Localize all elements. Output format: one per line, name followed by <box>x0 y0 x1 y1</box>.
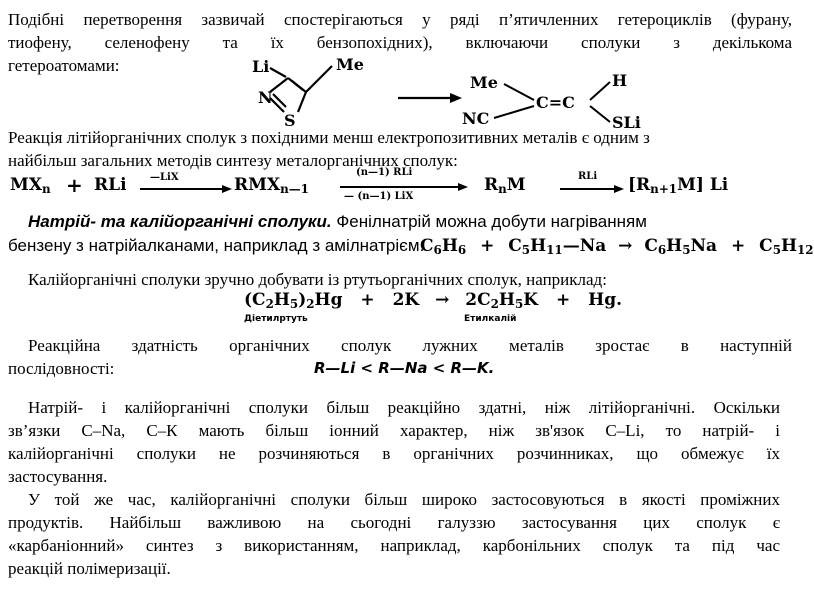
usage-line-2: продуктів. Найбільш важливою на сьогодні галуззю застосування цих сполук є <box>8 513 780 532</box>
metal-exchange-line-1: Реакція літійорганічних сполук з похідними менш електропозитивних металів є одним з <box>8 128 650 147</box>
arrow1-label: —LiX <box>150 172 179 183</box>
rli: RLi <box>94 175 127 195</box>
rnm: $R_nM$ <box>484 175 526 196</box>
plus-sign: + <box>66 173 83 197</box>
usage-line-3: «карбаніонний» синтез з використанням, наприклад, карбонільних сполук та під час <box>8 536 780 555</box>
diethylmercury-label: Діетилртуть <box>244 314 308 324</box>
arrow3 <box>560 184 624 194</box>
arrow2-bottom: — (n—1) LiX <box>344 191 414 202</box>
potassium-equation: $(C_2H_5)_2Hg + 2K \to 2C_2H_5K + Hg$. <box>244 290 623 311</box>
potassium-line: Калійорганічні сполуки зручно добувати із ртутьорганічних сполук, наприклад: <box>28 270 607 289</box>
rmxn-1: $RMX_{n—1}$ <box>234 175 309 196</box>
s-atom: S <box>284 111 296 130</box>
sodium-equation: $C_6H_6$ + $C_5H_{11}—Na \to C_6H_5Na + C_5H_{12}$ <box>420 236 814 257</box>
comparison-line-2: зв’язки С–Na, С–К мають більш іонний характер, ніж зв'язок C–Li, то натрій- і <box>8 421 780 440</box>
sodium-line-1 <box>28 210 647 233</box>
reactivity-line-2: послідовності: <box>8 359 115 378</box>
reaction-arrow <box>398 93 462 103</box>
mxn: $MX_n$ <box>10 175 51 196</box>
thiazole-ring <box>270 66 332 112</box>
arrow3-label: RLi <box>578 171 598 182</box>
sodium-line-2: бензену з натрійалканами, наприклад з амілнатрієм: <box>8 236 425 255</box>
sodium-heading: Натрій- та калійорганічні сполуки. <box>28 212 332 231</box>
comparison-line-4: застосування. <box>8 467 108 486</box>
product-core: C=C <box>536 93 575 112</box>
reactivity-line-1: Реакційна здатність органічних сполук лужних металів зростає в наступній <box>28 336 792 355</box>
n-atom: N <box>258 88 273 107</box>
intro-line-1: Подібні перетворення зазвичай спостерігаються у ряді п’ятичленних гетероциклів (фурану, <box>8 10 792 29</box>
comparison-line-1: Натрій- і калійорганічні сполуки більш реакційно здатні, ніж літійорганічні. Оскільки <box>28 398 780 417</box>
metal-exchange-line-2: найбільш загальних методів синтезу металорганічних сполук: <box>8 151 458 170</box>
thiazole-reaction-scheme <box>240 54 660 130</box>
intro-line-3: гетероатомами: <box>8 56 120 75</box>
arrow1 <box>140 184 232 194</box>
final-product: $[R_{n+1}M]$ Li <box>628 175 729 196</box>
intro-line-2: тиофену, селенофену та їх бензопохідних), включаючи сполуки з декількома <box>8 33 792 52</box>
product-me: Me <box>470 73 498 92</box>
sodium-line-1-rest: Фенілнатрій можна добути нагріванням <box>331 212 647 231</box>
exchange-scheme <box>10 167 790 202</box>
li-label: Li <box>252 57 270 76</box>
arrow2-top: (n—1) RLi <box>356 167 413 178</box>
product-nc: NC <box>462 109 490 128</box>
me-label: Me <box>336 55 364 74</box>
reactivity-series: R—Li < R—Na < R—K. <box>314 359 495 377</box>
usage-line-4: реакцій полімеризації. <box>8 559 171 578</box>
usage-line-1: У той же час, калійорганічні сполуки більш широко застосовуються в якості проміжних <box>28 490 780 509</box>
product-h: H <box>612 71 628 90</box>
product-sli: SLi <box>612 113 641 132</box>
comparison-line-3: калійорганічні сполуки не розчиняються в органічних розчинниках, що обмежує їх <box>8 444 780 463</box>
ethylpotassium-label: Етилкалій <box>464 314 517 324</box>
